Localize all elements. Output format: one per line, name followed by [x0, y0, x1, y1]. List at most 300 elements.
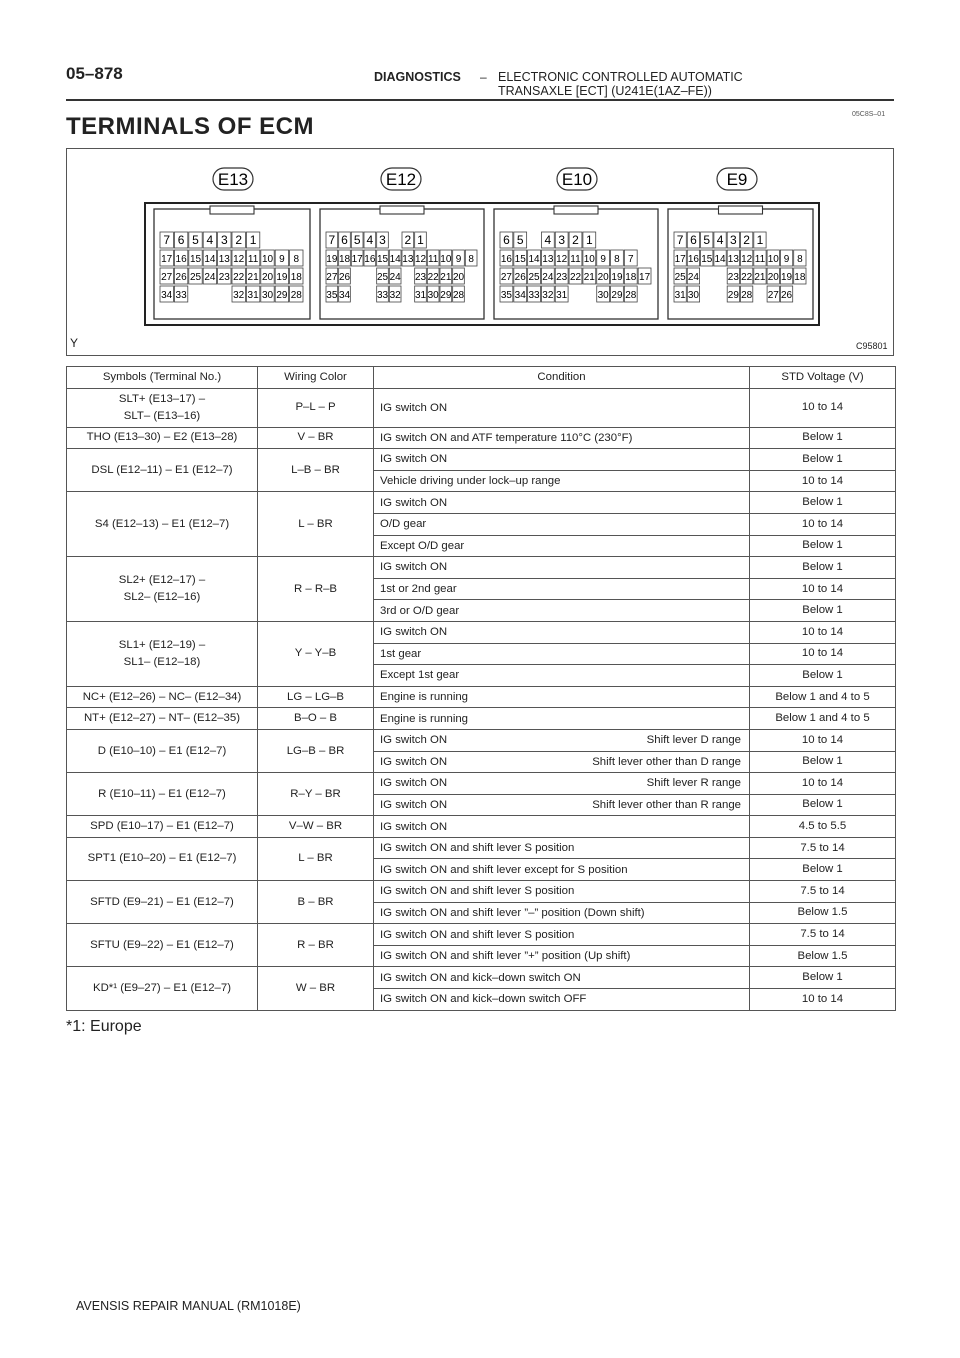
pin-number: 13	[218, 254, 230, 265]
pin-number: 12	[414, 254, 427, 265]
cell-symbol: R (E10–11) – E1 (E12–7)	[67, 773, 258, 816]
pin-number: 30	[427, 290, 439, 301]
cell-symbol: SPD (E10–17) – E1 (E12–7)	[67, 816, 258, 838]
condition-text: Engine is running	[380, 691, 469, 704]
pin-number: 25	[674, 272, 686, 283]
cell-condition	[374, 686, 750, 708]
pin-number: 4	[206, 233, 214, 247]
connector-latch	[554, 206, 598, 214]
terminal-table	[66, 366, 896, 1011]
pin-number: 10	[440, 254, 452, 265]
condition-text: IG switch ON and shift lever S position	[380, 928, 575, 941]
pin-number: 25	[189, 272, 202, 283]
pin-number: 2	[404, 233, 412, 247]
pin-number: 28	[625, 290, 637, 301]
pin-number: 12	[233, 254, 245, 265]
pin-number: 6	[341, 233, 348, 247]
pin-number: 22	[427, 272, 439, 283]
pin-number: 4	[716, 233, 724, 247]
cell-condition	[374, 427, 750, 449]
cell-condition	[374, 449, 750, 471]
condition-wrap	[380, 605, 745, 617]
cell-std-voltage: Below 1.5	[750, 902, 896, 924]
pin-number: 7	[627, 254, 634, 265]
table-row	[67, 449, 896, 471]
cell-wiring-color: LG – LG–B	[258, 686, 374, 708]
cell-symbol: NT+ (E12–27) – NT– (E12–35)	[67, 708, 258, 730]
cell-condition	[374, 643, 750, 665]
header-wiring-color: Wiring Color	[258, 367, 374, 389]
condition-text: IG switch ON	[380, 626, 448, 639]
pin-number: 24	[389, 272, 401, 283]
pin-number: 14	[389, 254, 401, 265]
cell-std-voltage: Below 1	[750, 751, 896, 773]
footer-manual-name: AVENSIS REPAIR MANUAL (RM1018E)	[76, 1299, 301, 1313]
table-row	[67, 557, 896, 579]
condition-wrap	[380, 929, 745, 941]
pin-number: 29	[440, 290, 452, 301]
condition-wrap	[380, 799, 745, 811]
pin-number: 11	[247, 254, 259, 265]
pin-number: 31	[247, 290, 259, 301]
pin-number: 23	[556, 272, 568, 283]
pin-number: 5	[353, 233, 361, 247]
cell-std-voltage: Below 1	[750, 600, 896, 622]
condition-wrap	[380, 777, 745, 789]
pin-number: 19	[326, 254, 338, 265]
condition-text: IG switch ON and shift lever except for S position	[380, 863, 628, 876]
pin-number: 33	[376, 290, 389, 301]
cell-std-voltage: 10 to 14	[750, 729, 896, 751]
table-row	[67, 773, 896, 795]
pin-number: 10	[583, 254, 595, 265]
condition-text: 1st or 2nd gear	[380, 583, 457, 596]
condition-text: IG switch ON	[380, 755, 448, 768]
header-condition: Condition	[374, 367, 750, 389]
condition-wrap	[380, 540, 745, 552]
cell-std-voltage: Below 1 and 4 to 5	[750, 708, 896, 730]
pin-number: 1	[249, 233, 257, 247]
condition-wrap	[380, 842, 745, 854]
cell-std-voltage: Below 1.5	[750, 945, 896, 967]
pin-number: 21	[440, 272, 452, 283]
cell-symbol: NC+ (E12–26) – NC– (E12–34)	[67, 686, 258, 708]
pin-number: 13	[402, 254, 414, 265]
pin-number: 16	[687, 254, 700, 265]
pin-number: 17	[674, 254, 686, 265]
cell-std-voltage: 10 to 14	[750, 578, 896, 600]
pin-number: 22	[233, 272, 245, 283]
pin-number: 4	[544, 233, 552, 247]
pin-number: 20	[597, 272, 609, 283]
cell-wiring-color: B–O – B	[258, 708, 374, 730]
table-row	[67, 492, 896, 514]
pin-number: 30	[687, 290, 700, 301]
pin-number: 24	[687, 272, 700, 283]
pin-number: 28	[452, 290, 465, 301]
cell-condition	[374, 773, 750, 795]
pin-number: 14	[528, 254, 540, 265]
cell-std-voltage: 10 to 14	[750, 989, 896, 1011]
pin-number: 9	[600, 254, 606, 265]
pin-number: 31	[414, 290, 427, 301]
pin-number: 6	[503, 233, 510, 247]
condition-wrap	[380, 713, 745, 725]
pin-number: 9	[279, 254, 285, 265]
cell-wiring-color: B – BR	[258, 881, 374, 924]
pin-number: 1	[756, 233, 764, 247]
condition-text: 3rd or O/D gear	[380, 604, 460, 617]
pin-number: 6	[690, 233, 697, 247]
pin-number: 26	[514, 272, 526, 283]
pin-number: 19	[780, 272, 793, 283]
cell-condition	[374, 621, 750, 643]
cell-condition	[374, 945, 750, 967]
cell-symbol: SFTD (E9–21) – E1 (E12–7)	[67, 881, 258, 924]
condition-wrap	[380, 821, 745, 833]
pin-number: 35	[326, 290, 338, 301]
cell-std-voltage: 10 to 14	[750, 621, 896, 643]
pin-number: 31	[674, 290, 686, 301]
pin-number: 22	[741, 272, 753, 283]
connector-label: E9	[726, 170, 748, 189]
connector-label: E10	[561, 170, 593, 189]
cell-std-voltage: Below 1	[750, 427, 896, 449]
cell-symbol: SL2+ (E12–17) – SL2– (E12–16)	[67, 557, 258, 622]
pin-number: 26	[780, 290, 793, 301]
pin-number: 35	[500, 290, 512, 301]
cell-std-voltage: 10 to 14	[750, 773, 896, 795]
pin-number: 18	[290, 272, 302, 283]
cell-condition	[374, 837, 750, 859]
condition-text: IG switch ON and kick–down switch OFF	[380, 993, 587, 1006]
condition-wrap	[380, 475, 745, 487]
pin-number: 16	[500, 254, 512, 265]
condition-wrap	[380, 432, 745, 444]
section-title-line2: TRANSAXLE [ECT] (U241E(1AZ–FE))	[498, 84, 712, 98]
cell-condition	[374, 729, 750, 751]
pin-number: 20	[452, 272, 465, 283]
cell-wiring-color: R–Y – BR	[258, 773, 374, 816]
cell-condition	[374, 513, 750, 535]
pin-number: 18	[625, 272, 637, 283]
pin-number: 13	[542, 254, 554, 265]
pin-number: 7	[163, 233, 171, 247]
pin-number: 34	[338, 290, 351, 301]
cell-wiring-color: W – BR	[258, 967, 374, 1010]
pin-number: 15	[189, 254, 202, 265]
condition-wrap	[380, 648, 745, 660]
pin-number: 19	[276, 272, 288, 283]
pin-number: 32	[389, 290, 401, 301]
cell-wiring-color: R – BR	[258, 924, 374, 967]
table-row	[67, 967, 896, 989]
cell-condition	[374, 924, 750, 946]
condition-text: IG switch ON	[380, 798, 448, 811]
cell-wiring-color: L – BR	[258, 492, 374, 557]
pin-number: 17	[639, 272, 651, 283]
cell-condition	[374, 967, 750, 989]
connector-label: E13	[217, 170, 249, 189]
condition-text: IG switch ON	[380, 401, 448, 414]
pin-number: 23	[414, 272, 427, 283]
pin-number: 3	[379, 233, 386, 247]
cell-std-voltage: Below 1 and 4 to 5	[750, 686, 896, 708]
cell-symbol: KD*¹ (E9–27) – E1 (E12–7)	[67, 967, 258, 1010]
pin-number: 23	[727, 272, 739, 283]
pin-number: 5	[192, 233, 199, 247]
pin-number: 17	[351, 254, 363, 265]
pin-number: 13	[727, 254, 739, 265]
cell-std-voltage: Below 1	[750, 535, 896, 557]
pin-number: 30	[261, 290, 274, 301]
pin-number: 2	[572, 233, 579, 247]
pin-number: 6	[177, 233, 185, 247]
table-row	[67, 427, 896, 449]
pin-number: 20	[767, 272, 779, 283]
condition-shift-lever: Shift lever other than D range	[592, 755, 741, 768]
cell-std-voltage: 7.5 to 14	[750, 837, 896, 859]
pin-number: 25	[376, 272, 389, 283]
table-row	[67, 881, 896, 903]
pin-number: 15	[376, 254, 389, 265]
cell-wiring-color: V – BR	[258, 427, 374, 449]
cell-wiring-color: L – BR	[258, 837, 374, 880]
pin-number: 14	[714, 254, 726, 265]
cell-condition	[374, 708, 750, 730]
condition-wrap	[380, 734, 745, 746]
header-rule	[66, 99, 894, 101]
pin-number: 28	[741, 290, 753, 301]
condition-text: Except 1st gear	[380, 669, 460, 682]
cell-std-voltage: Below 1	[750, 967, 896, 989]
condition-text: O/D gear	[380, 518, 427, 531]
table-body	[67, 388, 896, 1010]
table-row	[67, 729, 896, 751]
pin-number: 7	[328, 233, 336, 247]
condition-text: IG switch ON	[380, 734, 448, 747]
pin-number: 21	[247, 272, 259, 283]
table-row	[67, 621, 896, 643]
cell-std-voltage: Below 1	[750, 859, 896, 881]
condition-wrap	[380, 907, 745, 919]
pin-number: 4	[366, 233, 374, 247]
condition-wrap	[380, 669, 745, 681]
pin-number: 11	[427, 254, 439, 265]
pin-number: 33	[528, 290, 540, 301]
pin-number: 29	[276, 290, 288, 301]
table-row	[67, 924, 896, 946]
cell-condition	[374, 388, 750, 427]
pin-number: 3	[730, 233, 737, 247]
cell-std-voltage: 10 to 14	[750, 643, 896, 665]
cell-wiring-color: R – R–B	[258, 557, 374, 622]
condition-wrap	[380, 756, 745, 768]
pin-number: 8	[614, 254, 620, 265]
cell-wiring-color: L–B – BR	[258, 449, 374, 492]
pin-number: 33	[175, 290, 187, 301]
cell-condition	[374, 989, 750, 1011]
pin-number: 8	[293, 254, 300, 265]
page-heading: TERMINALS OF ECM	[66, 113, 314, 140]
connector-latch	[210, 206, 254, 214]
pin-number: 20	[261, 272, 274, 283]
cell-wiring-color: Y – Y–B	[258, 621, 374, 686]
connector-latch	[719, 206, 763, 214]
section-name: DIAGNOSTICS	[374, 70, 461, 84]
condition-shift-lever: Shift lever R range	[646, 777, 741, 790]
condition-text: IG switch ON and shift lever S position	[380, 885, 575, 898]
pin-number: 25	[528, 272, 540, 283]
pin-number: 10	[261, 254, 274, 265]
header-symbols: Symbols (Terminal No.)	[67, 367, 258, 389]
cell-condition	[374, 535, 750, 557]
pin-number: 14	[204, 254, 216, 265]
pin-number: 17	[161, 254, 173, 265]
section-dash: –	[480, 70, 487, 84]
pin-number: 27	[767, 290, 779, 301]
condition-text: IG switch ON	[380, 777, 448, 790]
pin-number: 9	[783, 254, 790, 265]
pin-number: 24	[204, 272, 216, 283]
cell-symbol: DSL (E12–11) – E1 (E12–7)	[67, 449, 258, 492]
pin-number: 11	[570, 254, 581, 265]
pin-number: 24	[542, 272, 554, 283]
pin-number: 26	[175, 272, 187, 283]
condition-wrap	[380, 497, 745, 509]
cell-condition	[374, 794, 750, 816]
section-title-line1: ELECTRONIC CONTROLLED AUTOMATIC	[498, 70, 743, 84]
cell-symbol: THO (E13–30) – E2 (E13–28)	[67, 427, 258, 449]
cell-wiring-color: V–W – BR	[258, 816, 374, 838]
document-code: 05C8S–01	[852, 111, 886, 118]
condition-shift-lever: Shift lever D range	[646, 734, 741, 747]
pin-number: 9	[455, 254, 462, 265]
cell-std-voltage: Below 1	[750, 492, 896, 514]
pin-number: 18	[338, 254, 351, 265]
pin-number: 27	[326, 272, 338, 283]
pin-number: 5	[516, 233, 524, 247]
pin-number: 5	[703, 233, 711, 247]
pin-number: 2	[235, 233, 243, 247]
condition-text: Vehicle driving under lock–up range	[380, 475, 561, 488]
pin-number: 32	[542, 290, 554, 301]
pin-number: 34	[161, 290, 173, 301]
condition-text: IG switch ON and shift lever ”+” position (Up shift)	[380, 950, 631, 963]
pin-number: 1	[417, 233, 424, 247]
pin-number: 7	[676, 233, 684, 247]
condition-wrap	[380, 453, 745, 465]
pin-number: 21	[583, 272, 595, 283]
pin-number: 2	[743, 233, 750, 247]
pin-number: 27	[500, 272, 512, 283]
footnote: *1: Europe	[66, 1018, 142, 1035]
connector-label: E12	[385, 170, 417, 189]
table-header-row	[67, 367, 896, 389]
condition-wrap	[380, 583, 745, 595]
cell-symbol: SLT+ (E13–17) – SLT– (E13–16)	[67, 388, 258, 427]
pin-number: 19	[611, 272, 623, 283]
cell-symbol: SFTU (E9–22) – E1 (E12–7)	[67, 924, 258, 967]
cell-condition	[374, 470, 750, 492]
condition-wrap	[380, 972, 745, 984]
cell-std-voltage: 7.5 to 14	[750, 881, 896, 903]
pin-number: 34	[514, 290, 526, 301]
pin-number: 16	[364, 254, 376, 265]
condition-text: Except O/D gear	[380, 539, 465, 552]
condition-wrap	[380, 950, 745, 962]
cell-condition	[374, 578, 750, 600]
cell-condition	[374, 557, 750, 579]
pin-number: 12	[556, 254, 568, 265]
table-row	[67, 837, 896, 859]
condition-text: Engine is running	[380, 712, 469, 725]
pin-number: 10	[767, 254, 779, 265]
cell-symbol: S4 (E12–13) – E1 (E12–7)	[67, 492, 258, 557]
figure-id: C95801	[856, 341, 888, 351]
cell-wiring-color: LG–B – BR	[258, 729, 374, 772]
cell-condition	[374, 859, 750, 881]
cell-std-voltage: 7.5 to 14	[750, 924, 896, 946]
connector-diagram	[67, 149, 893, 355]
pin-number: 32	[233, 290, 245, 301]
cell-condition	[374, 751, 750, 773]
table-row	[67, 816, 896, 838]
header-std-voltage: STD Voltage (V)	[750, 367, 896, 389]
pin-number: 21	[754, 272, 766, 283]
condition-wrap	[380, 626, 745, 638]
cell-condition	[374, 665, 750, 687]
condition-text: IG switch ON and kick–down switch ON	[380, 971, 581, 984]
pin-number: 1	[585, 233, 593, 247]
condition-text: IG switch ON	[380, 453, 448, 466]
pin-number: 15	[514, 254, 526, 265]
condition-wrap	[380, 518, 745, 530]
cell-std-voltage: Below 1	[750, 557, 896, 579]
condition-wrap	[380, 691, 745, 703]
condition-wrap	[380, 402, 745, 414]
cell-std-voltage: 10 to 14	[750, 513, 896, 535]
pin-number: 18	[794, 272, 806, 283]
pin-number: 28	[290, 290, 302, 301]
cell-symbol: SL1+ (E12–19) – SL1– (E12–18)	[67, 621, 258, 686]
condition-wrap	[380, 561, 745, 573]
pin-number: 3	[558, 233, 566, 247]
condition-wrap	[380, 864, 745, 876]
cell-symbol: D (E10–10) – E1 (E12–7)	[67, 729, 258, 772]
condition-wrap	[380, 993, 745, 1005]
pin-number: 16	[175, 254, 187, 265]
cell-wiring-color: P–L – P	[258, 388, 374, 427]
table-row	[67, 388, 896, 427]
cell-std-voltage: Below 1	[750, 449, 896, 471]
cell-std-voltage: 4.5 to 5.5	[750, 816, 896, 838]
pin-number: 31	[556, 290, 568, 301]
cell-std-voltage: 10 to 14	[750, 388, 896, 427]
connector-latch	[380, 206, 424, 214]
pin-number: 15	[701, 254, 713, 265]
condition-text: IG switch ON	[380, 820, 448, 833]
cell-condition	[374, 492, 750, 514]
connector-figure	[66, 148, 894, 356]
cell-symbol: SPT1 (E10–20) – E1 (E12–7)	[67, 837, 258, 880]
condition-text: IG switch ON and ATF temperature 110°C (230°F)	[380, 431, 633, 444]
pin-number: 29	[611, 290, 623, 301]
pin-number: 26	[338, 272, 351, 283]
cell-condition	[374, 881, 750, 903]
cell-condition	[374, 902, 750, 924]
pin-number: 11	[754, 254, 766, 265]
